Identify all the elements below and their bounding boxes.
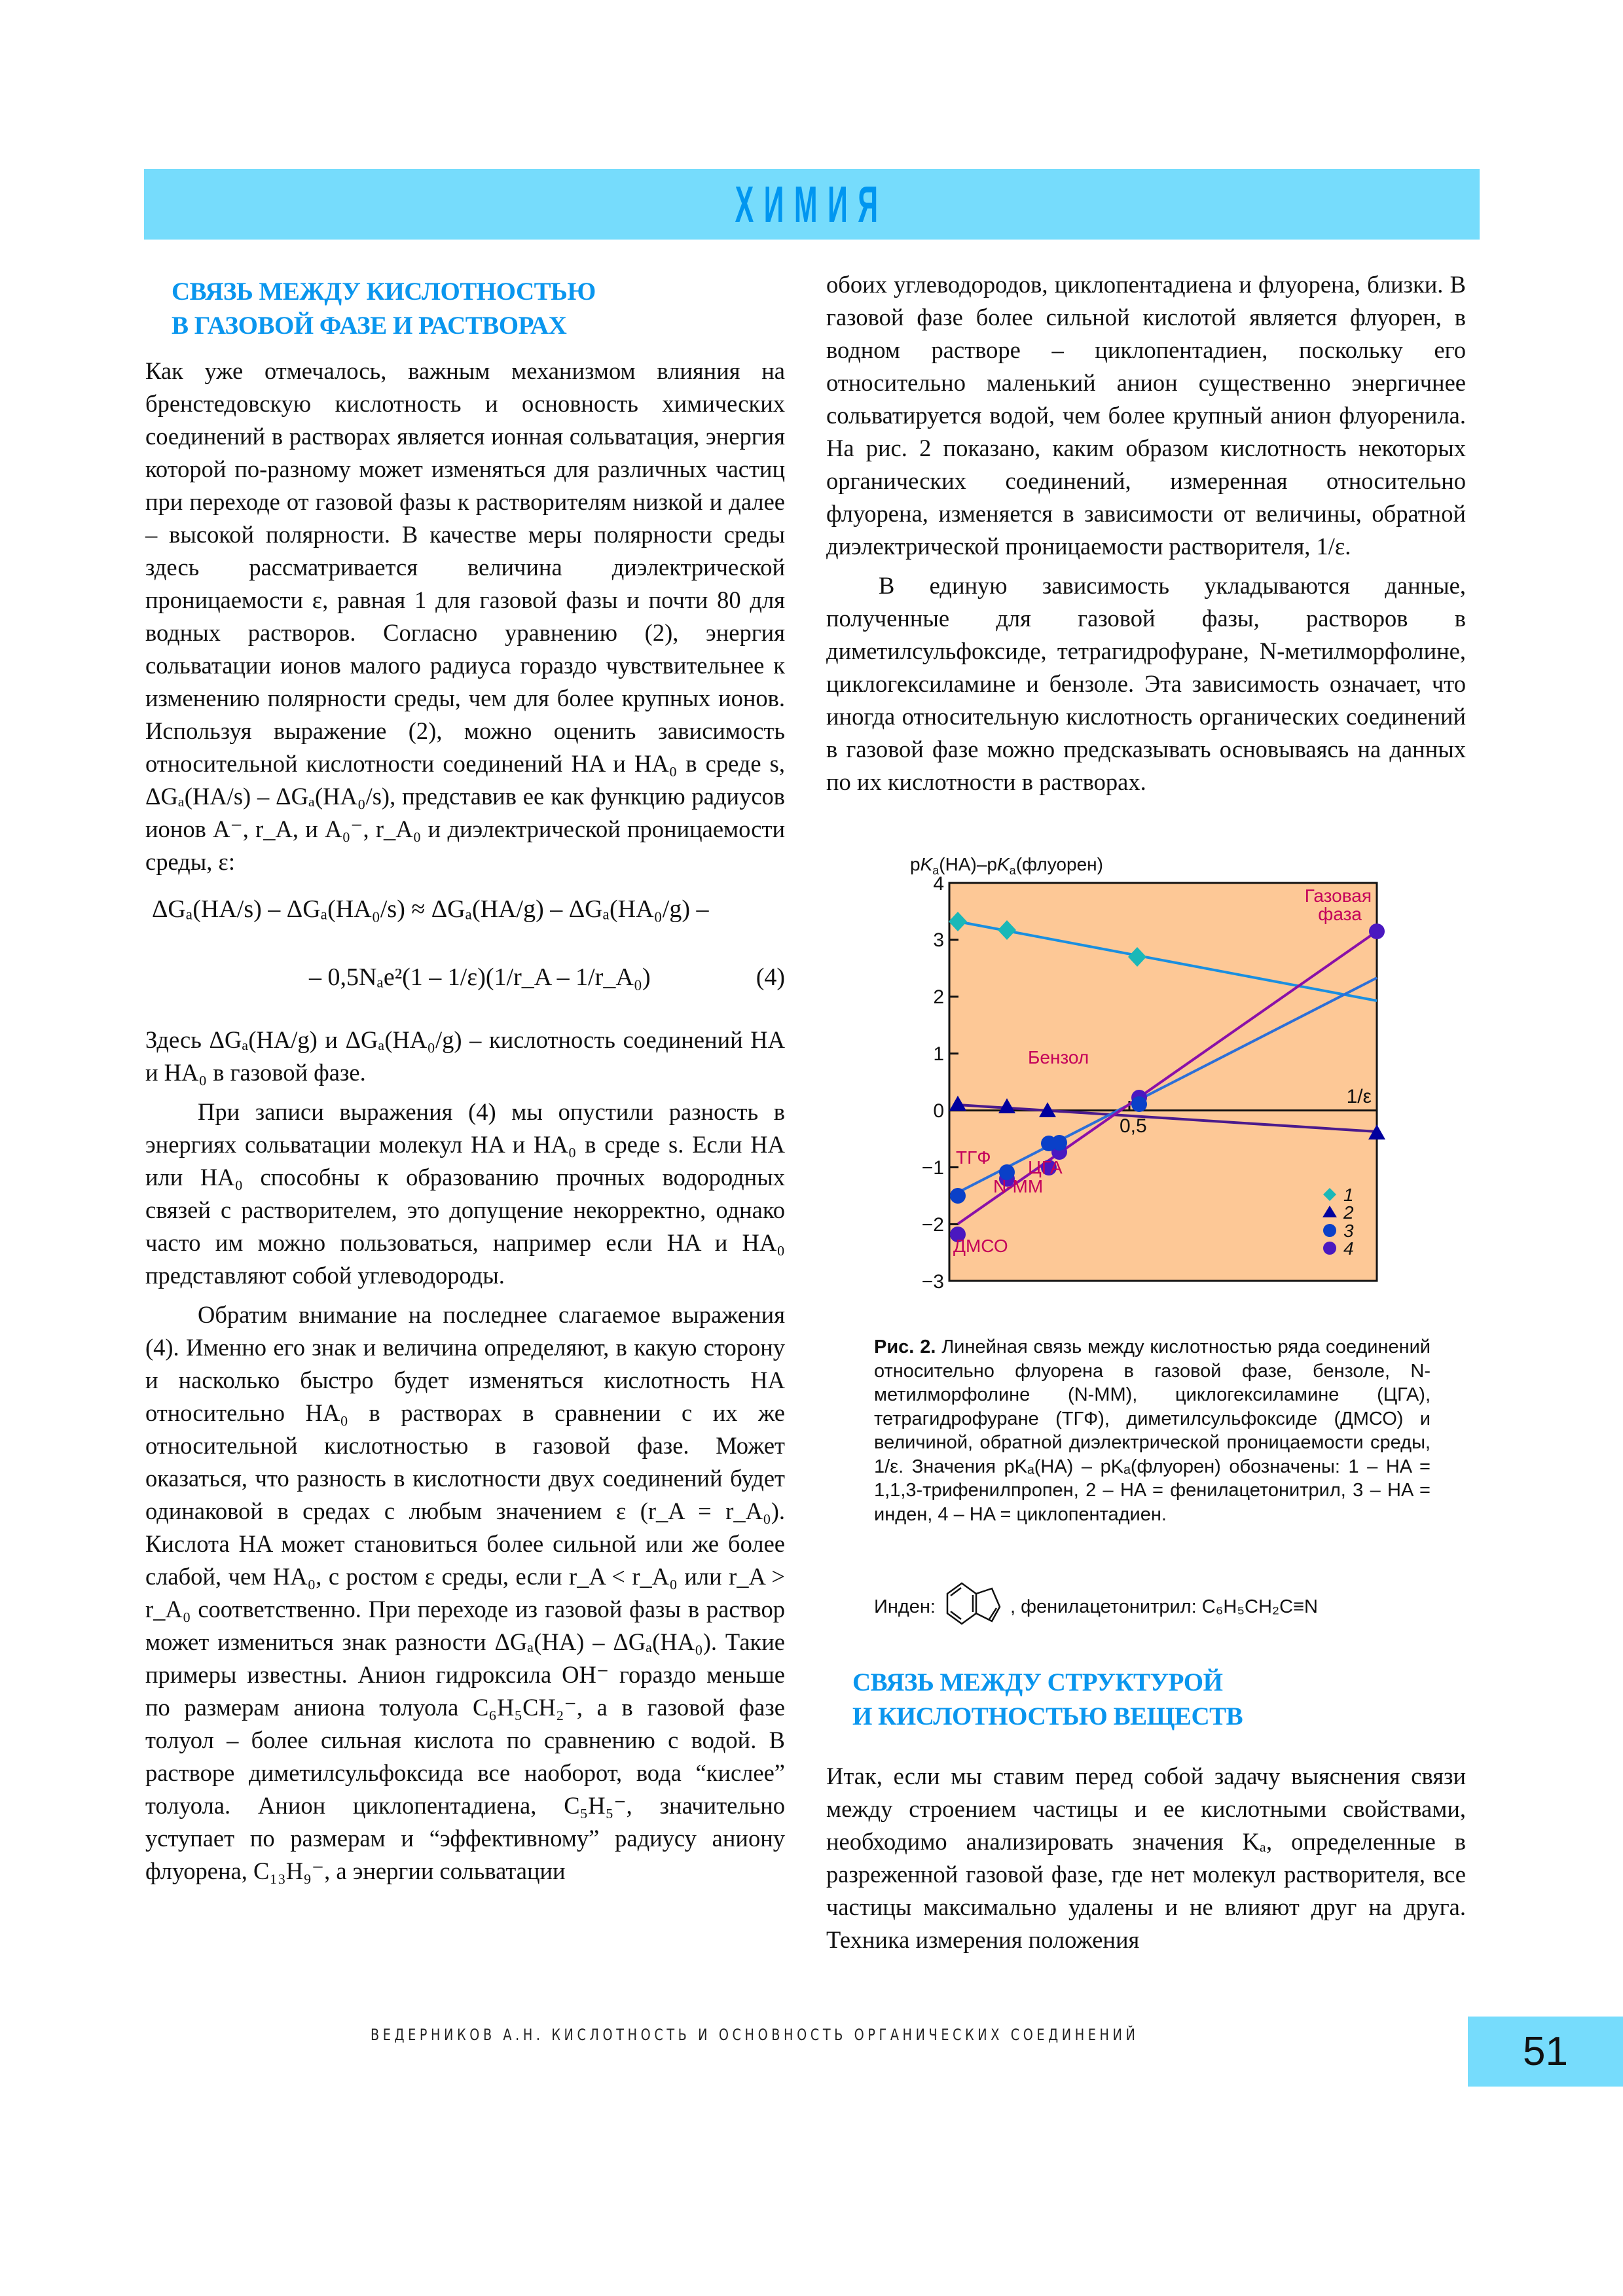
equation-expression: – 0,5Nₐe²(1 – 1/ε)(1/r_A – 1/r_A₀) (309, 963, 651, 991)
equation-line-1: ΔGₐ(HA/s) – ΔGₐ(HA₀/s) ≈ ΔGₐ(HA/g) – ΔGₐ(HA₀/g) – (152, 895, 709, 923)
heading-line: СВЯЗЬ МЕЖДУ СТРУКТУРОЙ (852, 1668, 1223, 1696)
heading-line: СВЯЗЬ МЕЖДУ КИСЛОТНОСТЬЮ (172, 278, 596, 306)
caption-label: Рис. 2. (874, 1336, 936, 1357)
section-banner (144, 169, 1480, 240)
indene-structure-icon (942, 1574, 1008, 1640)
legend-circle-purple-icon (1323, 1242, 1336, 1255)
circle-marker (1051, 1135, 1067, 1151)
indene-label: Инден: (874, 1596, 936, 1617)
label-gas-phase: Газовая (1304, 886, 1372, 906)
svg-text:−2: −2 (921, 1214, 944, 1236)
circle-marker (950, 1188, 966, 1204)
phenylacetonitrile-formula: , фенилацетонитрил: C₆H₅CH₂C≡N (1010, 1596, 1318, 1617)
legend-circle-blue-icon (1323, 1224, 1336, 1237)
running-footer: ВЕДЕРНИКОВ А.Н. КИСЛОТНОСТЬ И ОСНОВНОСТЬ ОРГАНИЧЕСКИХ СОЕДИНЕНИЙ (371, 2026, 1139, 2044)
section-title: ХИМИЯ (735, 175, 888, 233)
figure-caption (874, 1335, 1431, 1526)
heading-line: И КИСЛОТНОСТЬЮ ВЕЩЕСТВ (852, 1702, 1243, 1731)
caption-text: Линейная связь между кислотностью ряда соединений относительно флуорена в газовой фазе, бензоле, N-метилморфолине (N-MM), циклогексиламине (ЦГА), тетрагидрофуране (ТГФ), диметилсульфоксиде (ДМСО) и величиной, обратной диэлектрической проницаемости среды, 1/ε. Значения pKₐ(HA) – pKₐ(флуорен) обозначены: 1 – HA = 1,1,3-трифенилпропен, 2 – HA = фенилацетонитрил, 3 – HA = инден, 4 – HA = циклопентадиен. (874, 1336, 1431, 1525)
label-nmm: N-MM (993, 1176, 1044, 1196)
paragraph: В единую зависимость укладываются данные, полученные для газовой фазы, растворов в диметилсульфоксиде, тетрагидрофуране, N-метилморфолине, циклогексиламине и бензоле. Эта зависимость означает, что иногда относительную кислотность органических соединений в газовой фазе можно предсказывать основываясь на данных по их кислотности в растворах. (826, 572, 1466, 795)
svg-text:−1: −1 (921, 1157, 944, 1179)
label-benzene: Бензол (1028, 1047, 1089, 1067)
label-thf: ТГФ (956, 1147, 991, 1168)
circle-marker (1369, 924, 1385, 939)
paragraph: Итак, если мы ставим перед собой задачу выяснения связи между строением частицы и ее кислотными свойствами, необходимо анализировать значения Kₐ, определенные в разреженной газовой фазе, где нет молекул растворителя, все частицы максимально удалены и не влияют друг на друга. Техника измерения положения (826, 1763, 1466, 1953)
legend-label-4: 4 (1343, 1238, 1354, 1259)
legend-label-2: 2 (1343, 1202, 1354, 1223)
equation-line-2 (145, 948, 785, 1007)
x-axis-label: 1/ε (1346, 1086, 1372, 1107)
left-column (145, 275, 785, 1888)
circle-marker (1131, 1096, 1147, 1112)
label-cha: ЦГА (1028, 1157, 1063, 1177)
paragraph: При записи выражения (4) мы опустили разность в энергиях сольватации молекул HA и HA₀ в среде s. Если HA или HA₀ способны к образованию прочных водородных связей с растворителем, это допущение некорректно, однако часто им можно пользоваться, например если HA и HA₀ представляют собой углеводороды. (145, 1098, 785, 1289)
svg-text:−3: −3 (921, 1271, 944, 1293)
page-number-box (1468, 2017, 1623, 2087)
structure-line (874, 1571, 1437, 1643)
right-column (826, 268, 1466, 798)
paragraph: Здесь ΔGₐ(HA/g) и ΔGₐ(HA₀/g) – кислотность соединений HA и HA₀ в газовой фазе. (145, 1026, 785, 1086)
svg-text:4: 4 (933, 873, 944, 895)
figure-2-chart (910, 851, 1408, 1302)
label-gas-phase-2: фаза (1318, 904, 1362, 924)
y-tick-labels (922, 873, 944, 1293)
right-column-lower (826, 1666, 1466, 1956)
page-number: 51 (1523, 2029, 1568, 2074)
legend-label-1: 1 (1343, 1185, 1354, 1205)
paragraph: Как уже отмечалось, важным механизмом влияния на бренстедовскую кислотность и основность химических соединений в растворах является ионная сольватация, энергия которой по-разному может изменяться для различных частиц при переходе от газовой фазы к растворителям низкой и далее – высокой полярности. В качестве меры полярности среды здесь рассматривается величина диэлектрической проницаемости ε, равная 1 для газовой фазы и почти 80 для водных растворов. Согласно уравнению (2), энергия сольватации ионов малого радиуса гораздо чувствительнее к изменению полярности среды, чем для более крупных ионов. Используя выражение (2), можно оценить зависимость относительной кислотности соединений HA и HA₀ в среде s, ΔGₐ(HA/s) – ΔGₐ(HA₀/s), представив ее как функцию радиусов ионов A⁻, r_A, и A₀⁻, r_A₀ и диэлектрической проницаемости среды, ε: (145, 357, 785, 875)
label-dmso: ДМСО (953, 1236, 1008, 1256)
y-axis-label: $pK_a(HA)-pK_a(флуорен)$ (910, 854, 1103, 877)
svg-text:0: 0 (933, 1100, 944, 1122)
x-tick-label: 0,5 (1120, 1115, 1147, 1137)
svg-text:3: 3 (933, 929, 944, 951)
legend-label-3: 3 (1343, 1221, 1354, 1241)
equation-4 (145, 893, 785, 1007)
chart-svg (910, 851, 1408, 1302)
equation-number: (4) (756, 963, 785, 991)
paragraph: Обратим внимание на последнее слагаемое выражения (4). Именно его знак и величина определяют, в какую сторону и насколько быстро будет изменяться кислотность HA относительно HA₀ в растворах в сравнении с их же относительной кислотностью в газовой фазе. Может оказаться, что разность в кислотности двух соединений будет одинаковой в средах с любым значением ε (r_A = r_A₀). Кислота HA может становиться более сильной или же более слабой, чем HA₀, с ростом ε среды, если r_A < r_A₀ или r_A > r_A₀ соответственно. При переходе из газовой фазы в раствор может измениться знак разности ΔGₐ(HA) – ΔGₐ(HA₀). Такие примеры известны. Анион гидроксила OH⁻ гораздо меньше по размерам аниона толуола C₆H₅CH₂⁻, а в газовой фазе толуол – более сильная кислота по сравнению с водой. В растворе диметилсульфоксида все наоборот, вода “кислее” толуола. Анион циклопентадиена, C₅H₅⁻, значительно уступает по размерам и “эффективному” радиусу аниону флуорена, C₁₃H₉⁻, а энергии сольватации (145, 1301, 785, 1884)
heading-line: В ГАЗОВОЙ ФАЗЕ И РАСТВОРАХ (172, 312, 567, 340)
section-heading-1 (172, 275, 785, 343)
paragraph: обоих углеводородов, циклопентадиена и флуорена, близки. В газовой фазе более сильной кислотой является флуорен, в водном растворе – циклопентадиен, поскольку его относительно маленький анион существенно энергичнее сольватируется водой, чем более крупный анион флуоренила. На рис. 2 показано, каким образом кислотность некоторых органических соединений, измеренная относительно флуорена, изменяется в зависимости от величины, обратной диэлектрической проницаемости растворителя, 1/ε. (826, 271, 1466, 560)
section-heading-2 (852, 1666, 1466, 1734)
svg-text:1: 1 (933, 1043, 944, 1065)
svg-text:2: 2 (933, 986, 944, 1008)
